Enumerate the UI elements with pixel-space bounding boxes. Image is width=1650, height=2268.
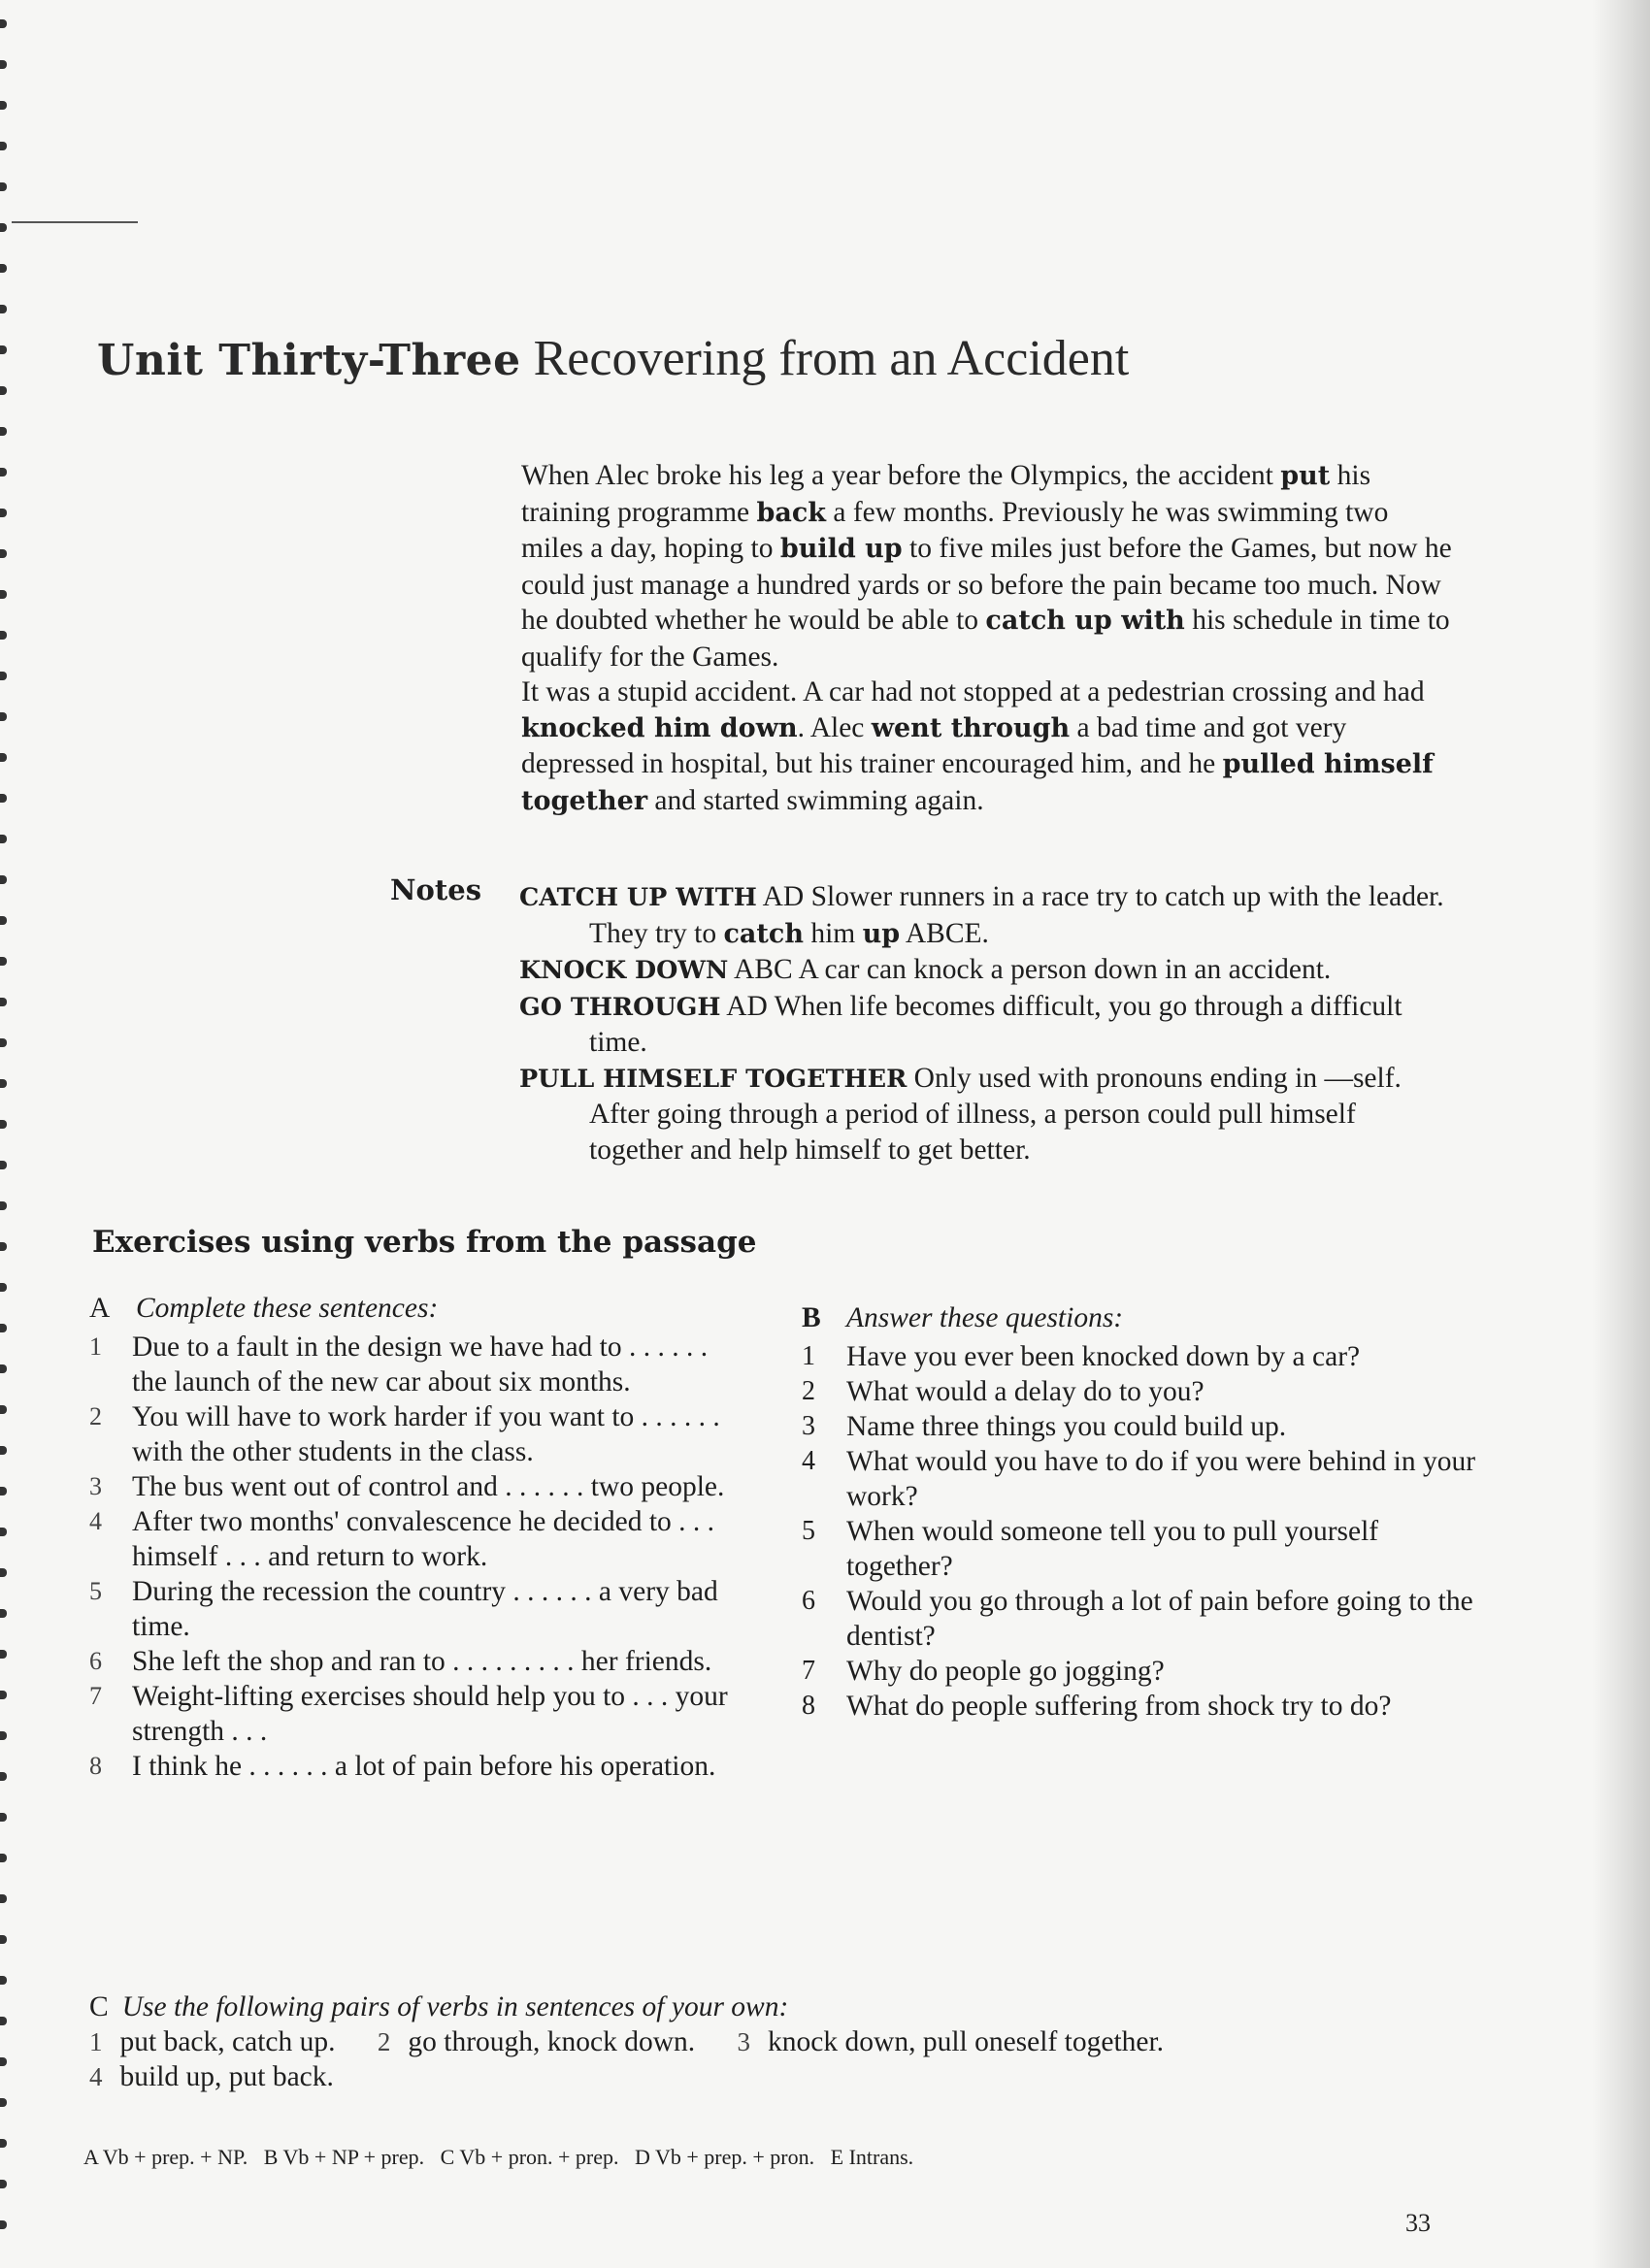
question-item [802,1689,1481,1724]
verb-pairs-row [89,2024,1545,2059]
item-number: 8 [802,1691,815,1721]
item-number: 1 [89,1332,102,1361]
passage-paragraph-2 [521,674,1453,819]
phrasal-verb-highlight: catch up with [985,606,1185,636]
note-text: him [803,917,863,949]
pair-number: 1 [89,2027,103,2056]
note-item [519,952,1451,989]
verb-pair: knock down, pull oneself together. [768,2026,1165,2057]
pair-number: 2 [377,2027,391,2056]
passage-text: . Alec [797,711,872,743]
note-text: AD When life becomes difficult, you go through a difficult time. [589,990,1402,1058]
exercise-item [89,1504,749,1574]
item-text: During the recession the country . . . . . . a very bad time. [132,1576,718,1642]
item-number: 6 [802,1586,815,1616]
item-text: Due to a fault in the design we have had to . . . . . . the launch of the new car about six months. [132,1331,709,1397]
question-item [802,1339,1481,1374]
note-text: ABC A car can knock a person down in an accident. [728,954,1332,985]
section-letter: C [89,1991,109,2022]
exercise-item [89,1574,749,1644]
item-number: 5 [802,1516,815,1546]
note-text: ABCE. [900,917,989,949]
exercise-item [89,1469,749,1504]
item-text: Why do people go jogging? [846,1656,1165,1687]
passage-text: his schedule in time to qualify for the Games. [521,605,1450,673]
item-number: 4 [89,1507,102,1535]
stray-rule [12,221,138,223]
passage-text: a few months. Previously he was swimming two miles a day, hoping to [521,496,1389,564]
item-number: 8 [89,1752,102,1780]
item-text: When would someone tell you to pull yourself together? [846,1516,1379,1582]
phrasal-verb-highlight: went through [871,712,1071,743]
question-item [802,1444,1481,1514]
exercise-item [89,1644,749,1679]
item-text: Name three things you could build up. [846,1411,1287,1442]
phrasal-verb-highlight: back [756,497,827,528]
exercise-item [89,1330,749,1399]
unit-title [97,330,1129,387]
exercise-c [89,1989,1545,2094]
question-item [802,1654,1481,1689]
note-term: GO THROUGH [519,992,721,1022]
passage-paragraph-1 [521,458,1453,674]
item-text: What do people suffering from shock try to do? [846,1691,1392,1722]
item-number: 7 [802,1656,815,1686]
exercise-b [802,1300,1481,1724]
item-text: After two months' convalescence he decided to . . . himself . . . and return to work. [132,1506,715,1572]
note-text: AD Slower runners in a race try to catch up with the leader. They try to [589,881,1444,949]
note-term: PULL HIMSELF TOGETHER [519,1064,908,1094]
passage-text: It was a stupid accident. A car had not stopped at a pedestrian crossing and had [521,676,1425,707]
note-term: CATCH UP WITH [519,883,757,912]
exercise-item [89,1749,749,1784]
verb-pair: put back, catch up. [119,2026,336,2057]
item-number: 1 [802,1341,815,1371]
note-highlight: up [862,918,901,949]
exercises-heading: Exercises using verbs from the passage [92,1225,757,1260]
question-item [802,1409,1481,1444]
item-text: You will have to work harder if you want to . . . . . . with the other students in the class. [132,1401,720,1467]
note-term: KNOCK DOWN [519,956,729,985]
item-text: Would you go through a lot of pain before going to the dentist? [846,1586,1473,1652]
note-item [519,1061,1451,1168]
page-edge-shadow [1592,0,1650,2268]
item-number: 7 [89,1682,102,1710]
exercise-item [89,1399,749,1469]
passage-text: his training programme [521,460,1371,528]
instruction-text: Use the following pairs of verbs in sentences of your own: [121,1991,789,2022]
item-text: Weight-lifting exercises should help you to . . . your strength . . . [132,1681,728,1747]
note-highlight: catch [723,918,804,949]
item-text: The bus went out of control and . . . . . . two people. [132,1471,725,1502]
phrasal-verb-highlight: put [1280,461,1331,491]
verb-pair: build up, put back. [119,2061,334,2092]
notes-list [519,879,1451,1167]
question-item [802,1514,1481,1584]
note-item [519,989,1451,1061]
passage-text: a bad time and got very depressed in hospital, but his trainer encouraged him, and he [521,711,1347,779]
grammar-key-footnote: A Vb + prep. + NP. B Vb + NP + prep. C Vb + pron. + prep. D Vb + prep. + pron. E Intrans. [83,2145,914,2169]
page-number: 33 [1405,2209,1431,2237]
note-text: Only used with pronouns ending in —self. After going through a period of illness, a person could pull himself together and help himself to get better. [589,1062,1402,1166]
notes-label: Notes [390,873,482,906]
item-number: 6 [89,1647,102,1675]
item-text: Have you ever been knocked down by a car? [846,1341,1361,1372]
item-text: What would a delay do to you? [846,1376,1204,1407]
item-number: 3 [802,1411,815,1441]
item-number: 3 [89,1472,102,1500]
item-number: 2 [802,1376,815,1406]
instruction-text: Answer these questions: [846,1302,1124,1333]
passage-text: and started swimming again. [647,784,984,816]
item-number: 4 [802,1446,815,1476]
exercise-c-instruction [89,1989,1545,2024]
section-letter: A [89,1293,111,1324]
item-number: 2 [89,1402,102,1430]
exercise-item [89,1679,749,1749]
note-item [519,879,1451,952]
pair-number: 4 [89,2062,103,2091]
phrasal-verb-highlight: build up [779,534,903,564]
phrasal-verb-highlight: pulled himself together [521,749,1434,816]
passage-text: to five miles just before the Games, but now he could just manage a hundred yards or so before the pain became too much. Now he doubted whether he would be able to [521,533,1452,636]
phrasal-verb-highlight: knocked him down [521,712,798,743]
unit-number: Unit Thirty-Three [97,336,521,385]
instruction-text: Complete these sentences: [136,1293,439,1324]
unit-topic: Recovering from an Accident [533,331,1130,386]
spiral-binding [0,0,10,2268]
item-text: I think he . . . . . . a lot of pain before his operation. [132,1751,716,1782]
passage-text: When Alec broke his leg a year before the Olympics, the accident [521,460,1281,491]
question-item [802,1374,1481,1409]
section-letter: B [802,1302,821,1333]
verb-pairs-row [89,2059,1545,2094]
exercise-a-instruction [89,1291,749,1326]
item-text: What would you have to do if you were behind in your work? [846,1446,1476,1512]
exercise-a [89,1291,749,1784]
exercise-b-instruction [802,1300,1481,1335]
item-text: She left the shop and ran to . . . . . . . . . her friends. [132,1646,712,1677]
question-item [802,1584,1481,1654]
item-number: 5 [89,1577,102,1605]
pair-number: 3 [737,2027,751,2056]
reading-passage [521,458,1453,819]
verb-pair: go through, knock down. [408,2026,696,2057]
